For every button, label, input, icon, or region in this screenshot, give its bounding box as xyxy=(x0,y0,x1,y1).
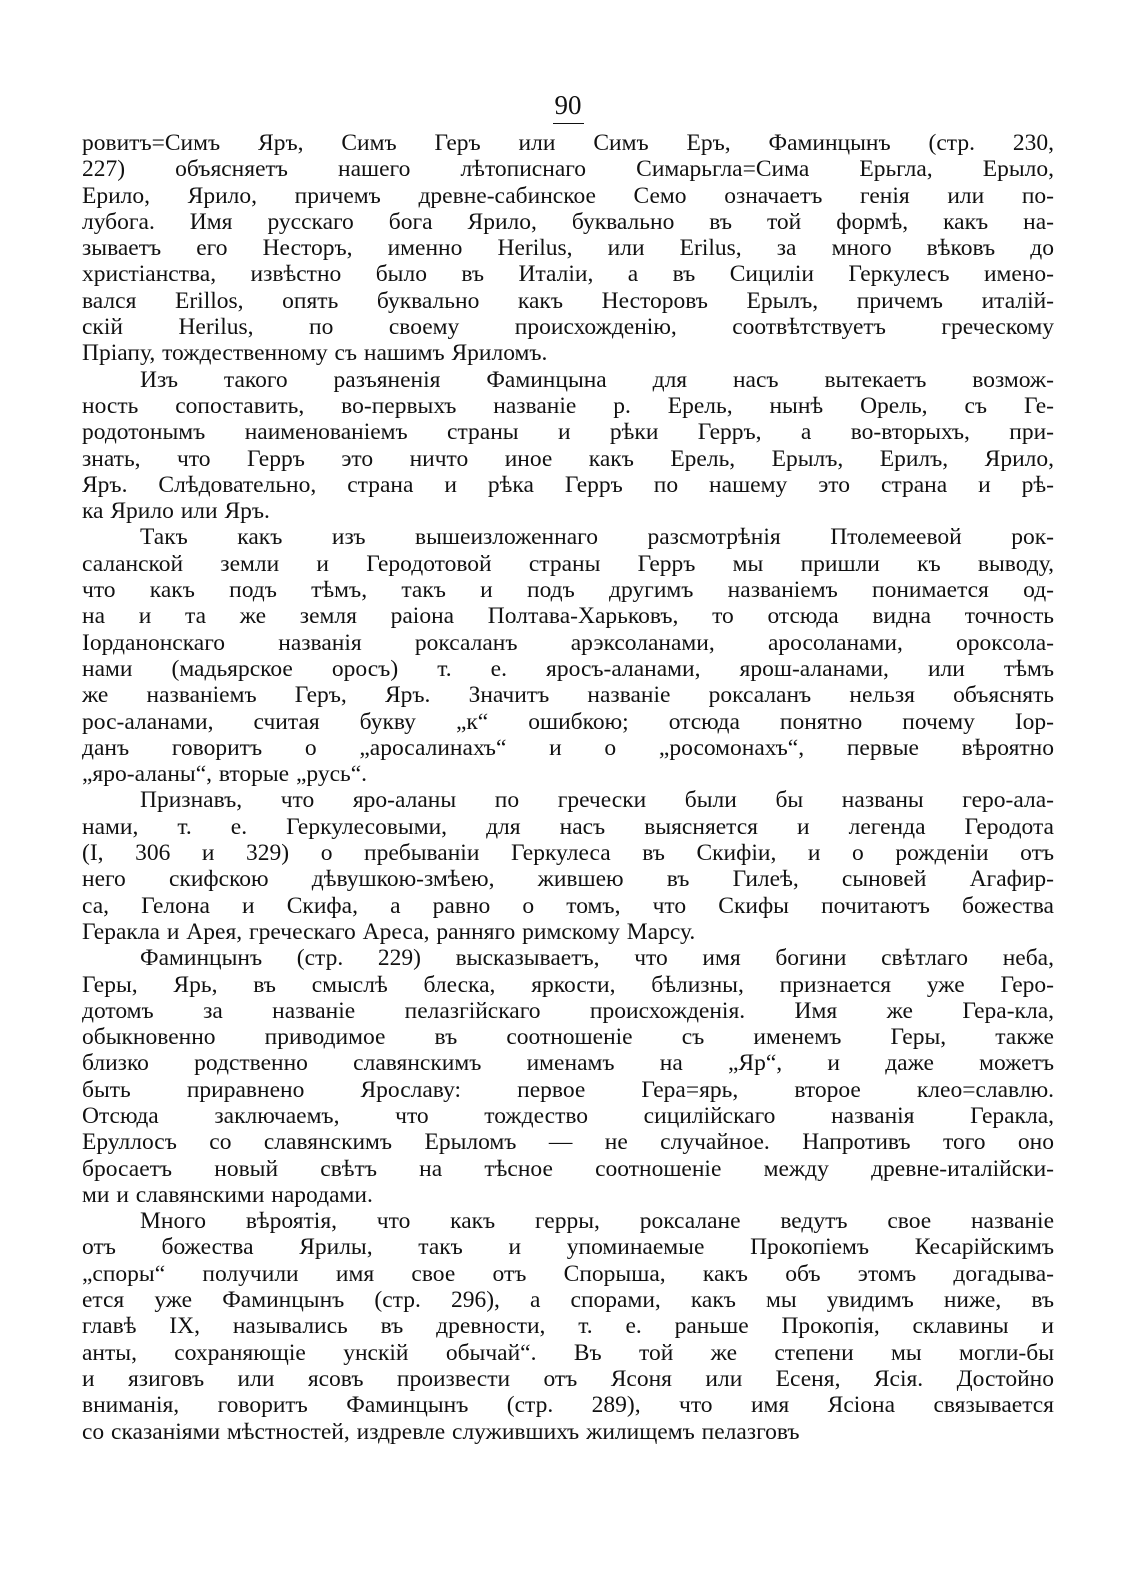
text-line: Изъ такого разъяненія Фаминцына для насъ вытекаетъ возмож- xyxy=(140,366,1054,393)
text-line: рос-аланами, считая букву „к“ ошибкою; отсюда понятно почему Іор- xyxy=(82,708,1054,735)
text-line: ми и славянскими народами. xyxy=(82,1181,373,1208)
text-line: отъ божества Ярилы, такъ и упоминаемые Прокопіемъ Кесарійскимъ xyxy=(82,1234,1054,1261)
book-page xyxy=(82,88,1054,1445)
text-line: Іорданонскаго названія роксаланъ арэксоланами, аросоланами, ороксола- xyxy=(82,629,1054,656)
text-line: быть приравнено Ярославу: первое Гера=ярь, второе клео=славлю. xyxy=(82,1076,1054,1103)
text-line: нами, т. е. Геркулесовыми, для насъ выясняется и легенда Геродота xyxy=(82,813,1054,840)
text-line: бросаетъ новый свѣтъ на тѣсное соотношеніе между древне-италійски- xyxy=(82,1155,1054,1182)
paragraph xyxy=(82,367,1054,525)
text-line: ровитъ=Симъ Яръ, Симъ Геръ или Симъ Еръ, Фаминцынъ (стр. 230, xyxy=(82,130,1054,156)
text-line: Пріапу, тождественному съ нашимъ Яриломъ. xyxy=(82,340,548,367)
text-line: Яръ. Слѣдовательно, страна и рѣка Герръ по нашему это страна и рѣ- xyxy=(82,471,1054,498)
text-line: Отсюда заключаемъ, что тождество сицилійскаго названія Геракла, xyxy=(82,1102,1054,1129)
page-number-text: 90 xyxy=(553,88,584,124)
text-line: ка Ярило или Яръ. xyxy=(82,498,270,525)
text-line: и язиговъ или ясовъ произвести отъ Ясоня или Есеня, Ясія. Достойно xyxy=(82,1365,1054,1392)
text-line: Ерило, Ярило, причемъ древне-сабинское Семо означаетъ генія или по- xyxy=(82,182,1054,209)
text-line: главѣ IX, назывались въ древности, т. е. раньше Прокопія, склавины и xyxy=(82,1313,1054,1340)
text-line: дотомъ за названіе пелазгійскаго происхожденія. Имя же Гера-кла, xyxy=(82,997,1054,1024)
text-line: Фаминцынъ (стр. 229) высказываетъ, что имя богини свѣтлаго неба, xyxy=(140,945,1054,972)
text-line: него скифскою дѣвушкою-змѣею, жившею въ Гилеѣ, сыновей Агафир- xyxy=(82,866,1054,893)
text-line: Геракла и Арея, греческаго Ареса, ранняго римскому Марсу. xyxy=(82,918,696,945)
text-line: Много вѣроятія, что какъ герры, роксалане ведутъ свое названіе xyxy=(140,1208,1054,1235)
text-line: же названіемъ Геръ, Яръ. Значитъ названіе роксаланъ нельзя объяснять xyxy=(82,682,1054,709)
text-line: знать, что Герръ это ничто иное какъ Ерель, Ерылъ, Ерилъ, Ярило, xyxy=(82,445,1054,472)
paragraph xyxy=(82,130,1054,367)
text-line: данъ говоритъ о „аросалинахъ“ и о „росомонахъ“, первые вѣроятно xyxy=(82,734,1054,761)
paragraph xyxy=(82,787,1054,945)
paragraph xyxy=(82,524,1054,787)
text-line: вниманія, говоритъ Фаминцынъ (стр. 289), что имя Ясіона связывается xyxy=(82,1392,1054,1419)
body-text xyxy=(82,130,1054,1445)
text-line: христіанства, извѣстно было въ Италіи, а въ Сициліи Геркулесъ имено- xyxy=(82,261,1054,288)
text-line: Геры, Ярь, въ смыслѣ блеска, яркости, бѣлизны, признается уже Геро- xyxy=(82,971,1054,998)
paragraph xyxy=(82,945,1054,1208)
text-line: „споры“ получили имя свое отъ Спорыша, какъ объ этомъ догадыва- xyxy=(82,1260,1054,1287)
text-line: обыкновенно приводимое въ соотношеніе съ именемъ Геры, также xyxy=(82,1024,1054,1051)
text-line: что какъ подъ тѣмъ, такъ и подъ другимъ названіемъ понимается од- xyxy=(82,577,1054,604)
text-line: анты, сохраняющіе унскій обычай“. Въ той же степени мы могли-бы xyxy=(82,1339,1054,1366)
text-line: близко родственно славянскимъ именамъ на „Яр“, и даже можетъ xyxy=(82,1050,1054,1077)
text-line: „яро-аланы“, вторые „русь“. xyxy=(82,761,368,788)
paragraph xyxy=(82,1208,1054,1445)
text-line: нами (мадьярское оросъ) т. е. яросъ-аланами, ярош-аланами, или тѣмъ xyxy=(82,655,1054,682)
text-line: 227) объясняетъ нашего лѣтописнаго Симарьгла=Сима Ерьгла, Ерыло, xyxy=(82,156,1054,183)
page-number xyxy=(82,88,1054,124)
text-line: Признавъ, что яро-аланы по гречески были бы названы геро-ала- xyxy=(140,787,1054,814)
text-line: Такъ какъ изъ вышеизложеннаго разсмотрѣнія Птолемеевой рок- xyxy=(140,524,1054,551)
text-line: са, Гелона и Скифа, а равно о томъ, что Скифы почитаютъ божества xyxy=(82,892,1054,919)
text-line: лубога. Имя русскаго бога Ярило, буквально въ той формѣ, какъ на- xyxy=(82,208,1054,235)
text-line: ется уже Фаминцынъ (стр. 296), а спорами, какъ мы увидимъ ниже, въ xyxy=(82,1287,1054,1314)
text-line: со сказаніями мѣстностей, издревле служившихъ жилищемъ пелазговъ xyxy=(82,1418,800,1445)
text-line: (I, 306 и 329) о пребываніи Геркулеса въ Скифіи, и о рожденіи отъ xyxy=(82,840,1054,867)
text-line: на и та же земля раіона Полтава-Харьковъ, то отсюда видна точность xyxy=(82,603,1054,630)
text-line: родотонымъ наименованіемъ страны и рѣки Герръ, а во-вторыхъ, при- xyxy=(82,419,1054,446)
text-line: скій Herilus, по своему происхожденію, соотвѣтствуетъ греческому xyxy=(82,314,1054,341)
text-line: зываетъ его Несторъ, именно Herilus, или Erilus, за много вѣковъ до xyxy=(82,235,1054,262)
text-line: ность сопоставить, во-первыхъ названіе р. Ерель, нынѣ Орель, съ Ге- xyxy=(82,392,1054,419)
text-line: саланской земли и Геродотовой страны Герръ мы пришли къ выводу, xyxy=(82,550,1054,577)
text-line: вался Erillos, опять буквально какъ Несторовъ Ерылъ, причемъ италій- xyxy=(82,287,1054,314)
text-line: Еруллосъ со славянскимъ Ерыломъ — не случайное. Напротивъ того оно xyxy=(82,1129,1054,1156)
